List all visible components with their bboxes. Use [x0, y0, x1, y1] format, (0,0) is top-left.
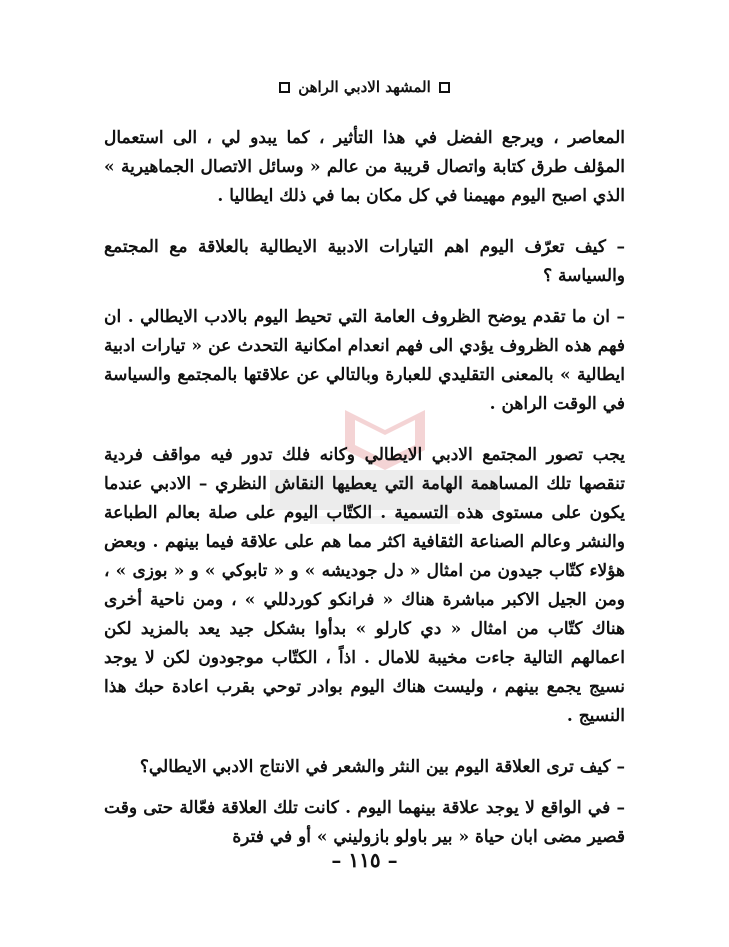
question-1: – كيف تعرّف اليوم اهم التيارات الادبية الايطالية بالعلاقة مع المجتمع والسياسة ؟ [104, 237, 625, 286]
answer-2: – في الواقع لا يوجد علاقة بينهما اليوم . كانت تلك العلاقة فعّالة حتى وقت قصير مضى ابان حياة « بير باولو بازوليني » أو في فترة [104, 798, 625, 847]
question-2: – كيف ترى العلاقة اليوم بين النثر والشعر في الانتاج الادبي الايطالي؟ [139, 757, 625, 777]
square-bullet-icon [279, 82, 290, 93]
paragraph-intro: المعاصر ، ويرجع الفضل في هذا التأثير ، كما يبدو لي ، الى استعمال المؤلف طرق كتابة واتصال قريبة من عالم « وسائل الاتصال الجماهيرية » الذي اصبح اليوم مهيمنا في كل مكان بما في ذلك ايطاليا . [104, 128, 625, 206]
answer-1: – ان ما تقدم يوضح الظروف العامة التي تحيط اليوم بالادب الايطالي . ان فهم هذه الظروف يؤدي الى فهم انعدام امكانية التحدث عن « تيارات ادبية ايطالية » بالمعنى التقليدي للعبارة وبالتالي عن علاقتها بالمجتمع والسياسة في الوقت الراهن . [104, 307, 625, 414]
page-number: – ١١٥ – [331, 848, 398, 872]
square-bullet-icon [439, 82, 450, 93]
body-text [104, 124, 625, 866]
header-title: المشهد الادبي الراهن [298, 78, 431, 96]
paragraph-literary-society: يجب تصور المجتمع الادبي الايطالي وكانه فلك تدور فيه مواقف فردية تنقصها تلك المساهمة الهامة التي يعطيها النقاش النظري – الادبي عندما يكون على مستوى هذه التسمية . الكتّاب اليوم على صلة بعالم الطباعة والنشر وعالم الصناعة الثقافية اكثر مما هم على علاقة فيما بينهم . وبعض هؤلاء كتّاب جيدون من امثال « دل جوديشه » و « تابوكي » و « بوزى » ، ومن الجيل الاكبر مباشرة هناك « فرانكو كوردللي » ، ومن ناحية أخرى هناك كتّاب من امثال « دي كارلو » بدأوا بشكل جيد يعد بالمزيد لكن اعمالهم التالية جاءت مخيبة للامال . اذاً ، الكتّاب موجودون لكن لا يوجد نسيج يجمع بينهم ، وليست هناك اليوم بوادر توحي بقرب اعادة حبك هذا النسيج . [104, 445, 625, 726]
running-header [0, 78, 729, 96]
